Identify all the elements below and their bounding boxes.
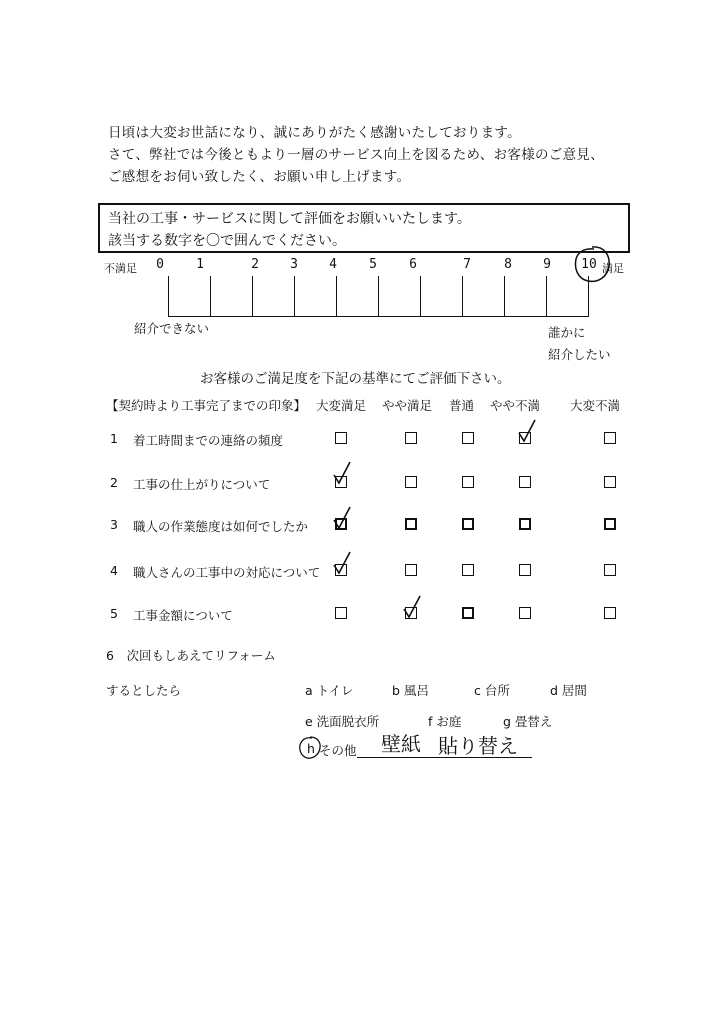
question-label: 職人さんの工事中の対応について xyxy=(133,565,321,580)
question-label: 工事の仕上がりについて xyxy=(133,477,271,492)
checkmark-icon xyxy=(401,594,423,620)
option-other-label[interactable]: その他 xyxy=(319,743,357,758)
checkbox-row4-neutral[interactable] xyxy=(462,564,474,576)
scale-number-0[interactable]: 0 xyxy=(156,257,164,272)
scale-tick xyxy=(294,276,295,317)
intro-line-3: ご感想をお伺い致したく、お願い申し上げます。 xyxy=(108,169,411,185)
scale-number-9[interactable]: 9 xyxy=(543,257,551,272)
column-header-very-dissatisfied: 大変不満 xyxy=(570,398,621,413)
checkmark-icon xyxy=(331,550,353,576)
option-toilet[interactable]: a トイレ xyxy=(305,683,354,698)
checkbox-row2-somewhat-satisfied[interactable] xyxy=(405,476,417,488)
scale-high-caption-1: 誰かに xyxy=(548,325,586,340)
scale-number-6[interactable]: 6 xyxy=(409,257,417,272)
checkbox-row4-very-dissatisfied[interactable] xyxy=(604,564,616,576)
question-number: 2 xyxy=(110,475,118,490)
scale-baseline xyxy=(168,316,589,317)
scale-number-7[interactable]: 7 xyxy=(463,257,471,272)
scale-low-caption: 紹介できない xyxy=(134,321,210,336)
scale-number-4[interactable]: 4 xyxy=(329,257,337,272)
scale-number-10[interactable]: 10 xyxy=(581,257,597,272)
next-reform-question: 6 次回もしあえてリフォーム xyxy=(106,648,276,663)
scale-left-label: 不満足 xyxy=(104,262,137,275)
rating-instruction-box xyxy=(98,203,630,253)
scale-selection-circle xyxy=(570,243,614,287)
checkbox-row2-very-dissatisfied[interactable] xyxy=(604,476,616,488)
question-label: 工事金額について xyxy=(133,608,233,623)
checkmark-icon xyxy=(331,505,353,531)
option-bath[interactable]: b 風呂 xyxy=(392,683,429,698)
satisfaction-heading: お客様のご満足度を下記の基準にてご評価下さい。 xyxy=(200,371,511,387)
other-answer-handwritten-1: 壁紙 xyxy=(381,732,421,756)
checkbox-row3-neutral[interactable] xyxy=(462,518,474,530)
checkbox-row4-somewhat-satisfied[interactable] xyxy=(405,564,417,576)
rating-instruction-line-2: 該当する数字を〇で囲んでください。 xyxy=(108,233,346,249)
checkbox-row3-very-dissatisfied[interactable] xyxy=(604,518,616,530)
scale-tick xyxy=(462,276,463,317)
column-header-somewhat-dissatisfied: やや不満 xyxy=(490,398,541,413)
question-number: 4 xyxy=(110,563,118,578)
column-header-neutral: 普通 xyxy=(449,398,475,413)
scale-tick xyxy=(210,276,211,317)
question-number: 1 xyxy=(110,431,118,446)
question-label: 職人の作業態度は如何でしたか xyxy=(133,519,309,534)
checkbox-row2-somewhat-dissatisfied[interactable] xyxy=(519,476,531,488)
section-label: 【契約時より工事完了までの印象】 xyxy=(106,398,307,413)
checkbox-row5-neutral[interactable] xyxy=(462,607,474,619)
checkmark-icon xyxy=(331,460,353,486)
scale-high-caption-2: 紹介したい xyxy=(548,347,611,362)
scale-tick xyxy=(336,276,337,317)
question-number: 5 xyxy=(110,606,118,621)
column-header-very-satisfied: 大変満足 xyxy=(316,398,367,413)
checkbox-row3-somewhat-satisfied[interactable] xyxy=(405,518,417,530)
scale-tick xyxy=(504,276,505,317)
option-living-room[interactable]: d 居間 xyxy=(550,683,587,698)
checkbox-row5-somewhat-dissatisfied[interactable] xyxy=(519,607,531,619)
scale-tick xyxy=(546,276,547,317)
other-answer-handwritten-2: 貼り替え xyxy=(438,734,518,758)
scale-tick xyxy=(252,276,253,317)
checkbox-row3-somewhat-dissatisfied[interactable] xyxy=(519,518,531,530)
option-other-letter[interactable]: h xyxy=(307,741,315,756)
question-number: 3 xyxy=(110,517,118,532)
intro-line-2: さて、弊社では今後ともより一層のサービス向上を図るため、お客様のご意見、 xyxy=(108,147,604,163)
scale-tick xyxy=(378,276,379,317)
option-kitchen[interactable]: c 台所 xyxy=(474,683,510,698)
checkbox-row2-neutral[interactable] xyxy=(462,476,474,488)
scale-tick xyxy=(420,276,421,317)
option-garden[interactable]: f お庭 xyxy=(428,714,462,729)
checkbox-row5-very-dissatisfied[interactable] xyxy=(604,607,616,619)
checkbox-row1-somewhat-satisfied[interactable] xyxy=(405,432,417,444)
option-washroom[interactable]: e 洗面脱衣所 xyxy=(305,714,380,729)
column-header-somewhat-satisfied: やや満足 xyxy=(382,398,433,413)
scale-right-label: 満足 xyxy=(602,262,624,275)
intro-line-1: 日頃は大変お世話になり、誠にありがたく感謝いたしております。 xyxy=(108,125,521,141)
scale-tick xyxy=(588,276,589,317)
option-tatami[interactable]: g 畳替え xyxy=(503,714,553,729)
checkbox-row1-very-dissatisfied[interactable] xyxy=(604,432,616,444)
scale-number-8[interactable]: 8 xyxy=(504,257,512,272)
rating-instruction-line-1: 当社の工事・サービスに関して評価をお願いいたします。 xyxy=(108,211,471,227)
scale-tick xyxy=(168,276,169,317)
scale-number-3[interactable]: 3 xyxy=(290,257,298,272)
question-label: 着工時間までの連絡の頻度 xyxy=(133,433,284,448)
checkbox-row1-very-satisfied[interactable] xyxy=(335,432,347,444)
scale-number-2[interactable]: 2 xyxy=(251,257,259,272)
checkbox-row4-somewhat-dissatisfied[interactable] xyxy=(519,564,531,576)
scale-number-1[interactable]: 1 xyxy=(196,257,204,272)
checkmark-icon xyxy=(516,418,538,444)
scale-number-5[interactable]: 5 xyxy=(369,257,377,272)
checkbox-row5-very-satisfied[interactable] xyxy=(335,607,347,619)
next-reform-question-cont: するとしたら xyxy=(106,683,182,698)
checkbox-row1-neutral[interactable] xyxy=(462,432,474,444)
